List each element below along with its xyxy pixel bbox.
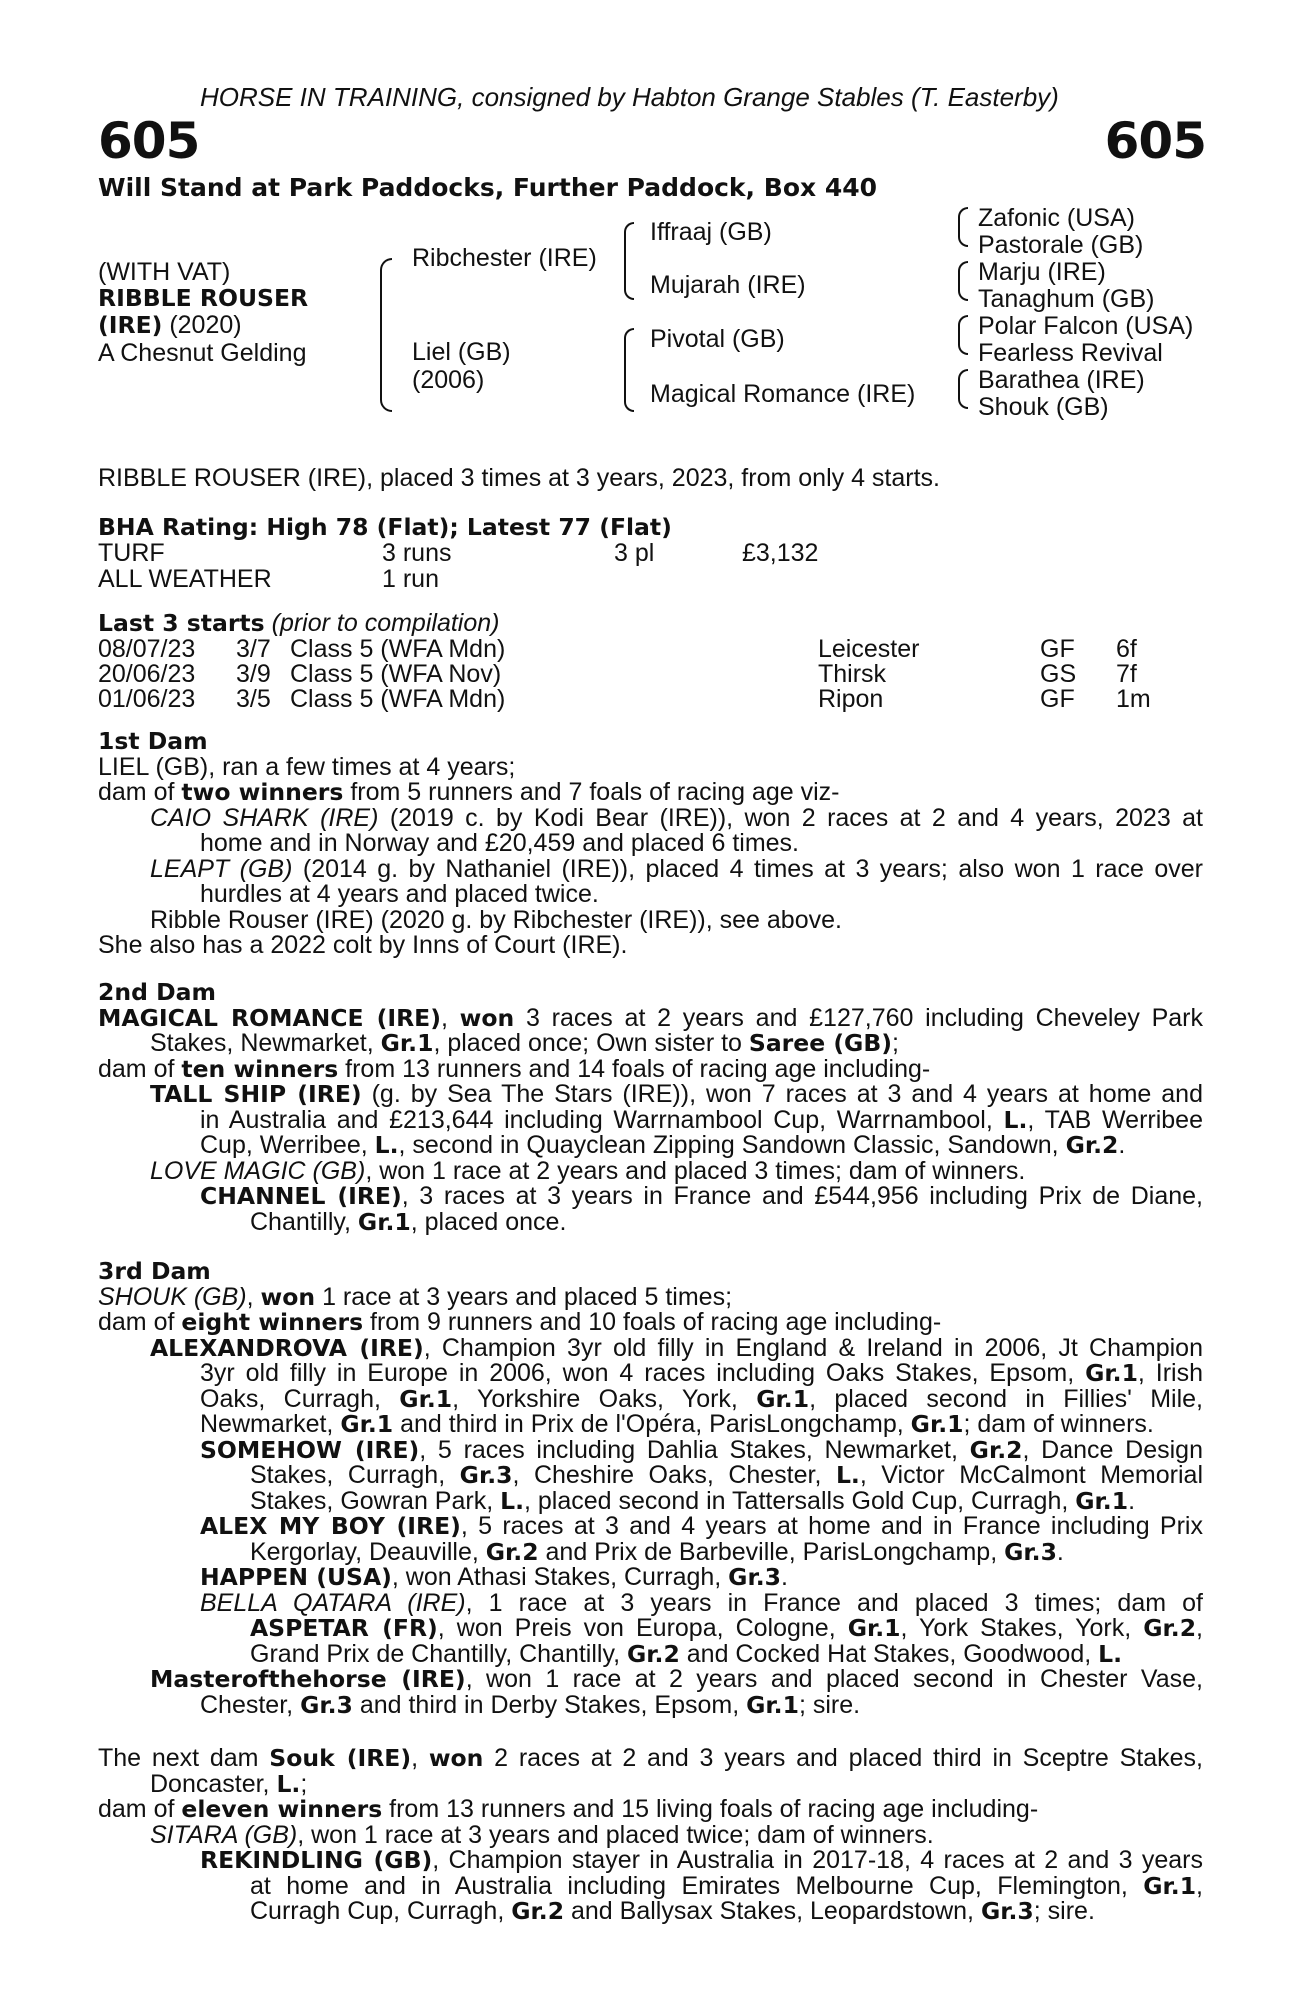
rating-row-surface-1: TURF	[98, 539, 165, 567]
progeny-line: She also has a 2022 colt by Inns of Court (IRE).	[98, 931, 628, 959]
rating-row-surface-2: ALL WEATHER	[98, 565, 272, 593]
gg-8: Shouk (GB)	[978, 393, 1109, 421]
progeny-line: ALEX MY BOY (IRE), 5 races at 3 and 4 years at home and in France including Prix	[200, 1512, 1203, 1540]
third-dam-section	[98, 1259, 1203, 1718]
start-race: Class 5 (WFA Mdn)	[290, 685, 506, 713]
progeny-line: Chester, Gr.3 and third in Derby Stakes, Epsom, Gr.1; sire.	[200, 1690, 861, 1719]
start-going: GF	[1040, 685, 1075, 713]
race-summary: RIBBLE ROUSER (IRE), placed 3 times at 3 years, 2023, from only 4 starts.	[98, 464, 940, 492]
starts-title: Last 3 starts (prior to compilation)	[98, 609, 500, 637]
dam-line: SHOUK (GB), won 1 race at 3 years and placed 5 times;	[98, 1282, 733, 1311]
dam-line: dam of two winners from 5 runners and 7 foals of racing age viz-	[98, 778, 840, 806]
start-pos: 3/9	[236, 660, 271, 688]
gg-3: Marju (IRE)	[978, 258, 1106, 286]
dam-line: dam of ten winners from 13 runners and 14 foals of racing age including-	[98, 1054, 931, 1083]
dam-sire: Pivotal (GB)	[650, 325, 785, 353]
sire-sire: Iffraaj (GB)	[650, 218, 772, 246]
gg-7: Barathea (IRE)	[978, 366, 1145, 394]
dam-brace	[624, 328, 634, 412]
pedigree-brace	[380, 258, 392, 412]
start-course: Ripon	[818, 685, 884, 713]
vat-note: (WITH VAT)	[98, 258, 231, 286]
rating-row-runs-2: 1 run	[382, 565, 439, 593]
gg-2: Pastorale (GB)	[978, 231, 1144, 259]
start-pos: 3/5	[236, 685, 271, 713]
rating-row-placed-1: 3 pl	[614, 539, 655, 567]
progeny-line: home and in Norway and £20,459 and placed 6 times.	[200, 829, 799, 857]
section-title: 1st Dam	[98, 727, 208, 755]
gg-5: Polar Falcon (USA)	[978, 312, 1194, 340]
dam-line: LIEL (GB), ran a few times at 4 years;	[98, 752, 516, 781]
rating-row-prize-1: £3,132	[742, 539, 819, 567]
progeny-line: Ribble Rouser (IRE) (2020 g. by Ribchester (IRE)), see above.	[150, 905, 842, 934]
lot-number-left: 605	[98, 112, 200, 170]
start-distance: 6f	[1116, 635, 1137, 663]
gg-brace-1	[958, 207, 968, 247]
progeny-line: Chantilly, Gr.1, placed once.	[250, 1207, 567, 1236]
start-date: 08/07/23	[98, 635, 196, 663]
progeny-line: 3yr old filly in Europe in 2006, won 4 races including Oaks Stakes, Epsom, Gr.1, Irish	[200, 1359, 1204, 1387]
progeny-line: LOVE MAGIC (GB), won 1 race at 2 years and placed 3 times; dam of winners.	[150, 1156, 1026, 1185]
progeny-line: HAPPEN (USA), won Athasi Stakes, Curragh, Gr.3.	[200, 1563, 788, 1591]
horse-description: A Chesnut Gelding	[98, 339, 307, 367]
progeny-line: Curragh Cup, Curragh, Gr.2 and Ballysax Stakes, Leopardstown, Gr.3; sire.	[250, 1897, 1095, 1925]
progeny-line: CAIO SHARK (IRE) (2019 c. by Kodi Bear (IRE)), won 2 races at 2 and 4 years, 2023 at	[150, 803, 1203, 832]
stand-location: Will Stand at Park Paddocks, Further Paddock, Box 440	[98, 173, 878, 202]
dam-dam: Magical Romance (IRE)	[650, 380, 916, 408]
gg-brace-2	[958, 261, 968, 301]
progeny-line: BELLA QATARA (IRE), 1 race at 3 years in France and placed 3 times; dam of	[200, 1588, 1203, 1617]
dam: Liel (GB)	[412, 338, 511, 366]
rating-row-runs-1: 3 runs	[382, 539, 452, 567]
progeny-line: Newmarket, Gr.1 and third in Prix de l'Opéra, ParisLongchamp, Gr.1; dam of winners.	[200, 1410, 1154, 1438]
progeny-line: Cup, Werribee, L., second in Quayclean Zipping Sandown Classic, Sandown, Gr.2.	[200, 1131, 1126, 1159]
start-going: GS	[1040, 660, 1077, 688]
gg-brace-4	[958, 369, 968, 409]
gg-4: Tanaghum (GB)	[978, 285, 1155, 313]
first-dam-section	[98, 729, 1203, 959]
progeny-line: CHANNEL (IRE), 3 races at 3 years in France and £544,956 including Prix de Diane,	[200, 1182, 1203, 1210]
sire-dam: Mujarah (IRE)	[650, 271, 806, 299]
dam-line: The next dam Souk (IRE), won 2 races at 2 and 3 years and placed third in Sceptre Stakes,	[98, 1744, 1203, 1772]
progeny-line: SOMEHOW (IRE), 5 races including Dahlia Stakes, Newmarket, Gr.2, Dance Design	[200, 1435, 1203, 1464]
progeny-line: at home and in Australia including Emirates Melbourne Cup, Flemington, Gr.1,	[250, 1871, 1203, 1900]
gg-1: Zafonic (USA)	[978, 204, 1135, 232]
dam-year: (2006)	[412, 366, 485, 394]
progeny-line: Stakes, Curragh, Gr.3, Cheshire Oaks, Chester, L., Victor McCalmont Memorial	[250, 1461, 1203, 1489]
progeny-line: LEAPT (GB) (2014 g. by Nathaniel (IRE)), placed 4 times at 3 years; also won 1 race over	[150, 854, 1203, 883]
horse-name-suffix: (IRE) (2020)	[98, 311, 242, 339]
second-dam-section	[98, 980, 1203, 1235]
sire-brace	[624, 222, 634, 300]
dam-line: MAGICAL ROMANCE (IRE), won 3 races at 2 years and £127,760 including Cheveley Park	[98, 1003, 1203, 1032]
progeny-line: hurdles at 4 years and placed twice.	[200, 880, 599, 908]
dam-line: dam of eight winners from 9 runners and 10 foals of racing age including-	[98, 1308, 942, 1336]
progeny-line: TALL SHIP (IRE) (g. by Sea The Stars (IRE)), won 7 races at 3 and 4 years at home and	[150, 1080, 1203, 1108]
start-course: Leicester	[818, 635, 920, 663]
lot-number-right: 605	[1104, 112, 1206, 170]
progeny-line: ALEXANDROVA (IRE), Champion 3yr old filly in England & Ireland in 2006, Jt Champion	[150, 1333, 1203, 1362]
start-date: 20/06/23	[98, 660, 196, 688]
section-title: 2nd Dam	[98, 978, 216, 1006]
dam-line: Stakes, Newmarket, Gr.1, placed once; Own sister to Saree (GB);	[150, 1029, 899, 1057]
start-distance: 7f	[1116, 660, 1137, 688]
rating-title: BHA Rating: High 78 (Flat); Latest 77 (Flat)	[98, 513, 672, 541]
progeny-line: SITARA (GB), won 1 race at 3 years and placed twice; dam of winners.	[150, 1820, 934, 1849]
start-date: 01/06/23	[98, 685, 196, 713]
progeny-line: Kergorlay, Deauville, Gr.2 and Prix de Barbeville, ParisLongchamp, Gr.3.	[250, 1537, 1064, 1566]
start-race: Class 5 (WFA Nov)	[290, 660, 502, 688]
dam-line: dam of eleven winners from 13 runners and 15 living foals of racing age including-	[98, 1795, 1039, 1823]
start-course: Thirsk	[818, 660, 887, 688]
consignment-line: HORSE IN TRAINING, consigned by Habton Grange Stables (T. Easterby)	[200, 82, 1059, 112]
start-distance: 1m	[1116, 685, 1151, 713]
next-dam-section	[98, 1746, 1203, 1925]
gg-6: Fearless Revival	[978, 339, 1163, 367]
dam-line: Doncaster, L.;	[150, 1769, 308, 1798]
start-going: GF	[1040, 635, 1075, 663]
progeny-line: ASPETAR (FR), won Preis von Europa, Cologne, Gr.1, York Stakes, York, Gr.2,	[250, 1614, 1203, 1642]
progeny-line: Stakes, Gowran Park, L., placed second in Tattersalls Gold Cup, Curragh, Gr.1.	[250, 1486, 1136, 1515]
section-title: 3rd Dam	[98, 1257, 211, 1285]
progeny-line: Grand Prix de Chantilly, Chantilly, Gr.2 and Cocked Hat Stakes, Goodwood, L.	[250, 1639, 1123, 1668]
progeny-line: in Australia and £213,644 including Warrnambool Cup, Warrnambool, L., TAB Werribee	[200, 1105, 1203, 1134]
start-race: Class 5 (WFA Mdn)	[290, 635, 506, 663]
progeny-line: REKINDLING (GB), Champion stayer in Australia in 2017-18, 4 races at 2 and 3 years	[200, 1846, 1203, 1874]
progeny-line: Oaks, Curragh, Gr.1, Yorkshire Oaks, York, Gr.1, placed second in Fillies' Mile,	[200, 1384, 1204, 1413]
progeny-line: Masterofthehorse (IRE), won 1 race at 2 years and placed second in Chester Vase,	[150, 1665, 1203, 1693]
horse-name: RIBBLE ROUSER	[98, 284, 309, 312]
gg-brace-3	[958, 315, 968, 355]
start-pos: 3/7	[236, 635, 271, 663]
sire: Ribchester (IRE)	[412, 244, 597, 272]
